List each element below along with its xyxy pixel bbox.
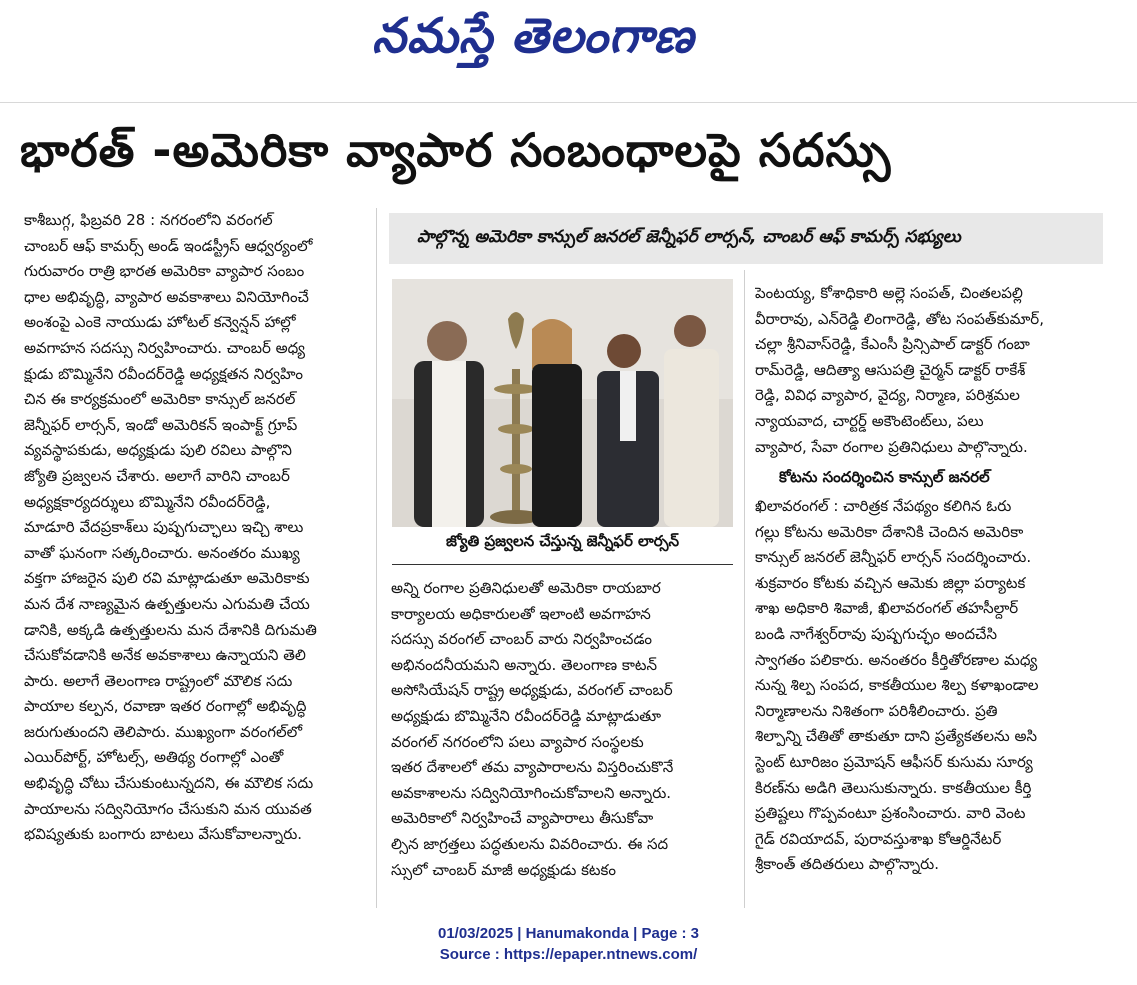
text-line: భవిష్యతుకు బంగారు బాటలు వేసుకోవాలన్నారు.: [24, 825, 303, 844]
article-column-3: [755, 281, 1110, 460]
text-line: గైడ్ రవియాదవ్, పురావస్తుశాఖ కోఆర్డినేటర్: [755, 829, 1002, 848]
article-column-3b: [755, 494, 1110, 878]
article-headline: భారత్ -అమెరికా వ్యాపార సంబంధాలపై సదస్సు: [20, 123, 892, 177]
article-column-2: [391, 576, 735, 883]
text-line: ప్రతిష్టలు గొప్పవంటూ ప్రశంసించారు. వారి వెంట: [755, 804, 1026, 823]
text-line: అంశంపై ఎంకె నాయుడు హోటల్ కన్వెన్షన్ హాల్లో: [24, 313, 296, 332]
text-line: వక్తగా హాజరైన పులి రవి మాట్లాడుతూ అమెరికాకు: [24, 569, 310, 588]
text-line: వరంగల్ నగరంలోని పలు వ్యాపార సంస్థలకు: [391, 732, 644, 751]
text-line: అధ్యక్షుడు బొమ్మినేని రవీందర్‌రెడ్డి మాట్లాడుతూ: [391, 706, 661, 725]
text-line: అవకాశాలను సద్వినియోగించుకోవాలని అన్నారు.: [391, 783, 672, 802]
text-line: చిన ఈ కార్యక్రమంలో అమెరికా కాన్సుల్ జనరల్: [24, 390, 296, 409]
text-line: శ్రీకాంత్ తదితరులు పాల్గొన్నారు.: [755, 855, 939, 874]
text-line: బండి నాగేశ్వర్‌రావు పుష్పగుచ్ఛం అందచేసి: [755, 624, 997, 643]
photo-caption: జ్యోతి ప్రజ్వలన చేస్తున్న జెన్నీఫర్ లార్సన్: [446, 532, 679, 550]
text-line: వ్యాపార, సేవా రంగాల ప్రతినిధులు పాల్గొన్నారు.: [755, 437, 1028, 456]
text-line: అవగాహన సదస్సు నిర్వహించారు. చాంబర్ అధ్య: [24, 338, 306, 357]
text-line: జ్యోతి ప్రజ్వలన చేశారు. అలాగే వారిని చాంబర్: [24, 466, 290, 485]
text-line: శిల్పాన్ని చేతితో తాకుతూ దాని ప్రత్యేకతలను అసి: [755, 727, 1037, 746]
text-line: రెడ్డి, వివిధ వ్యాపార, వైద్య, నిర్మాణ, పరిశ్రమల: [755, 386, 1020, 405]
text-line: డానికి, అక్కడి ఉత్పత్తులను మన దేశానికి దిగుమతి: [24, 620, 317, 639]
text-line: జెన్నీఫర్ లార్సన్, ఇండో అమెరికన్ ఇంపాక్ట్ గ్రూప్: [24, 415, 298, 434]
text-line: చేసుకోవడానికి అనేక అవకాశాలు ఉన్నాయని తెలి: [24, 646, 306, 665]
column-3-subhead: కోటను సందర్శించిన కాన్సుల్ జనరల్: [779, 468, 990, 486]
text-line: నిర్మాణాలను నిశితంగా పరిశీలించారు. ప్రతి: [755, 701, 998, 720]
text-line: అసోసియేషన్ రాష్ట్ర అధ్యక్షుడు, వరంగల్ చాంబర్: [391, 681, 673, 700]
text-line: అభివృద్ధి చోటు చేసుకుంటున్నదని, ఈ మౌలిక సదు: [24, 774, 314, 793]
masthead: [0, 0, 1137, 80]
text-line: క్షుడు బొమ్మినేని రవీందర్‌రెడ్డి అధ్యక్షతన నిర్వహిం: [24, 364, 303, 383]
text-line: న్యాయవాద, చార్టర్డ్ అకౌంటెంట్‌లు, పలు: [755, 411, 984, 430]
text-line: స్సులో చాంబర్ మాజీ అధ్యక్షుడు కటకం: [391, 860, 616, 879]
text-line: కార్యాలయ అధికారులతో ఇలాంటి అవగాహన: [391, 604, 651, 623]
text-line: జరుగుతుందని తెలిపారు. ముఖ్యంగా వరంగల్‌లో: [24, 722, 303, 741]
column-divider: [744, 270, 745, 908]
text-line: రామ్‌రెడ్డి, ఆదిత్యా ఆసుపత్రి చైర్మన్ డాక్టర్ రాకేశ్: [755, 360, 1026, 379]
text-line: అమెరికాలో నిర్వహించే వ్యాపారాలు తీసుకోవా: [391, 809, 654, 828]
text-line: శాఖ అధికారి శివాజీ, ఖిలావరంగల్ తహసీల్దార్: [755, 599, 1019, 618]
lamp-lighting-photo-icon: [392, 279, 733, 527]
header-divider: [0, 102, 1137, 103]
text-line: నున్న శిల్ప సంపద, కాకతీయుల శిల్ప కళాఖండాల: [755, 676, 1039, 695]
text-line: స్వాగతం పలికారు. అనంతరం కీర్తితోరణాల మధ్య: [755, 650, 1038, 669]
text-line: కాశీబుగ్గ, ఫిబ్రవరి 28 : నగరంలోని వరంగల్: [24, 211, 273, 229]
text-line: చల్లా శ్రీనివాస్‌రెడ్డి, కేఎంసీ ప్రిన్సిపాల్ డాక్టర్ గంబా: [755, 335, 1030, 354]
text-line: అధ్యక్షకార్యదర్శులు బొమ్మినేని రవీందర్‌రెడ్డి,: [24, 492, 271, 511]
text-line: పారు. అలాగే తెలంగాణ రాష్ట్రంలో మౌలిక సదు: [24, 671, 293, 690]
text-line: పాయాల కల్పన, రవాణా ఇతర రంగాల్లో అభివృద్ధి: [24, 697, 307, 716]
newspaper-logo: నమస్తే తెలంగాణ: [372, 8, 695, 64]
subheadline-banner: [389, 213, 1103, 264]
text-line: స్టెంట్ టూరిజం ప్రమోషన్ ఆఫీసర్ కుసుమ సూర్య: [755, 752, 1033, 771]
text-line: చాంబర్ ఆఫ్ కామర్స్ అండ్ ఇండస్ట్రీస్ ఆధ్వర్యంలో: [24, 236, 313, 255]
text-line: వ్యవస్థాపకుడు, అధ్యక్షుడు పులి రవిలు పాల్గొని: [24, 441, 292, 460]
text-line: ఖిలావరంగల్ : చారిత్రక నేపథ్యం కలిగిన ఓరు: [755, 497, 1012, 515]
text-line: పెంటయ్య, కోశాధికారి అల్లె సంపత్, చింతలపల్లి: [755, 284, 1023, 302]
article-subheadline: పాల్గొన్న అమెరికా కాన్సుల్ జనరల్ జెన్నీఫర్ లార్సన్, చాంబర్ ఆఫ్ కామర్స్ సభ్యులు: [417, 227, 961, 247]
text-line: కిరణ్‌ను అడిగి తెలుసుకున్నారు. కాకతీయుల కీర్తి: [755, 778, 1032, 797]
text-line: గల్లు కోటను అమెరికా దేశానికి చెందిన అమెరికా: [755, 522, 1024, 541]
source-link[interactable]: Source : https://epaper.ntnews.com/: [439, 946, 698, 963]
column-divider: [376, 208, 377, 908]
text-line: శుక్రవారం కోటకు వచ్చిన ఆమెకు జిల్లా పర్యాటక: [755, 573, 1026, 592]
text-line: అన్ని రంగాల ప్రతినిధులతో అమెరికా రాయబార: [391, 579, 661, 597]
text-line: మాడూరి వేదప్రకాశ్‌లు పుష్పగుచ్ఛాలు ఇచ్చి శాలు: [24, 518, 304, 537]
text-line: వీరారావు, ఎన్‌రెడ్డి లింగారెడ్డి, తోట సంపత్‌కుమార్,: [755, 309, 1044, 328]
text-line: ఇతర దేశాలలో తమ వ్యాపారాలను విస్తరించుకొనే: [391, 758, 674, 777]
text-line: వాతో ఘనంగా సత్కరించారు. అనంతరం ముఖ్య: [24, 543, 300, 562]
edition-info: 01/03/2025 | Hanumakonda | Page : 3: [437, 925, 699, 942]
text-line: గురువారం రాత్రి భారత అమెరికా వ్యాపార సంబం: [24, 262, 305, 281]
text-line: మన దేశ నాణ్యమైన ఉత్పత్తులను ఎగుమతి చేయ: [24, 594, 310, 613]
article-column-1: [24, 208, 362, 848]
text-line: అభినందనీయమని అన్నారు. తెలంగాణ కాటన్: [391, 655, 657, 674]
text-line: ధాల అభివృద్ధి, వ్యాపార అవకాశాలు వినియోగించే: [24, 287, 309, 306]
text-line: ఎయిర్‌పోర్ట్, హోటల్స్, అతిథ్య రంగాల్లో ఎంతో: [24, 748, 284, 767]
text-line: కాన్సుల్ జనరల్ జెన్నీఫర్ లార్సన్ సందర్శించారు.: [755, 548, 1032, 567]
text-line: పాయాలను సద్వినియోగం చేసుకుని మన యువత: [24, 799, 312, 818]
text-line: సదస్సు వరంగల్ చాంబర్ వారు నిర్వహించడం: [391, 630, 652, 649]
caption-rule: [392, 564, 733, 565]
article-photo: [392, 279, 733, 527]
text-line: ల్సిన జాగ్రత్తలు పద్ధతులను వివరించారు. ఈ సద: [391, 834, 669, 853]
